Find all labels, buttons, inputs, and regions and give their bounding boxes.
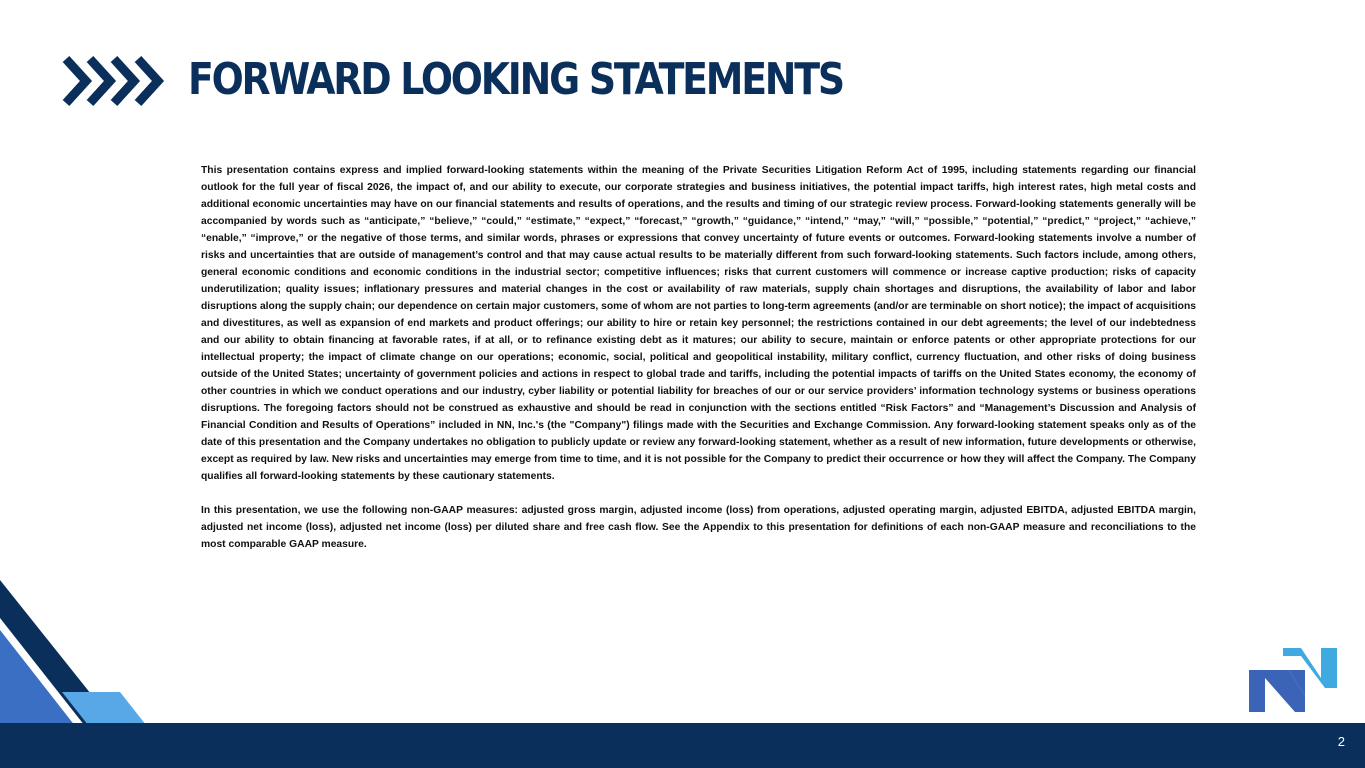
non-gaap-paragraph: In this presentation, we use the following non-GAAP measures: adjusted gross margin, adjusted income (loss) from operations, adjusted operating margin, adjusted EBITDA, adjusted EBITDA margin, adjusted net income (loss), adjusted net income (loss) per diluted share and free cash flow. See the Appendix to this presentation for definitions of each non-GAAP measure and reconciliations to the most comparable GAAP measure. bbox=[201, 505, 1196, 550]
forward-looking-paragraph: This presentation contains express and implied forward-looking statements within the meaning of the Private Securities Litigation Reform Act of 1995, including statements regarding our financial outlook for the full year of fiscal 2026, the impact of, and our ability to execute, our corporate strategies and business initiatives, the potential impact tariffs, high interest rates, high metal costs and additional economic uncertainties may have on our financial statements and results of operations, and the results and timing of our strategic review process. Forward-looking statements generally will be accompanied by words such as “anticipate,” “believe,” “could,” “estimate,” “expect,” “forecast,” “growth,” “guidance,” “intend,” “may,” “will,” “possible,” “potential,” “predict,” “project,” “achieve,” “enable,” “improve,” or the negative of those terms, and similar words, phrases or expressions that convey uncertainty of future events or outcomes. Forward-looking statements involve a number of risks and uncertainties that are outside of management’s control and that may cause actual results to be materially different from such forward-looking statements. Such factors include, among others, general economic conditions and economic conditions in the industrial sector; competitive influences; risks that current customers will commence or increase captive production; risks of capacity underutilization; quality issues; inflationary pressures and material changes in the cost or availability of raw materials, supply chain shortages and disruptions, the availability of labor and labor disruptions along the supply chain; our dependence on certain major customers, some of whom are not parties to long-term agreements (and/or are terminable on short notice); the impact of acquisitions and divestitures, as well as expansion of end markets and product offerings; our ability to hire or retain key personnel; the restrictions contained in our debt agreements; the level of our indebtedness and our ability to obtain financing at favorable rates, if at all, or to refinance existing debt as it matures; our ability to secure, maintain or enforce patents or other appropriate protections for our intellectual property; the impact of climate change on our operations; economic, social, political and geopolitical instability, military conflict, currency fluctuation, and other risks of doing business outside of the United States; uncertainty of government policies and actions in respect to global trade and tariffs, including the potential impacts of tariffs on the United States economy, the economy of other countries in which we conduct operations and our industry, cyber liability or potential liability for breaches of our or our service providers’ information technology systems or business operations disruptions. The foregoing factors should not be construed as exhaustive and should be read in conjunction with the sections entitled “Risk Factors” and “Management’s Discussion and Analysis of Financial Condition and Results of Operations” included in NN, Inc.'s (the "Company") filings made with the Securities and Exchange Commission. Any forward-looking statement speaks only as of the date of this presentation and the Company undertakes no obligation to publicly update or review any forward-looking statement, whether as a result of new information, future developments or otherwise, except as required by law. New risks and uncertainties may emerge from time to time, and it is not possible for the Company to predict their occurrence or how they will affect the Company. The Company qualifies all forward-looking statements by these cautionary statements. bbox=[201, 165, 1196, 482]
page-number: 2 bbox=[1337, 734, 1345, 749]
nn-logo bbox=[1249, 648, 1337, 712]
footer-bar bbox=[0, 723, 1365, 768]
page-title: FORWARD LOOKING STATEMENTS bbox=[188, 54, 843, 105]
chevrons-right-icon bbox=[62, 55, 172, 107]
disclaimer-body bbox=[201, 162, 1196, 553]
